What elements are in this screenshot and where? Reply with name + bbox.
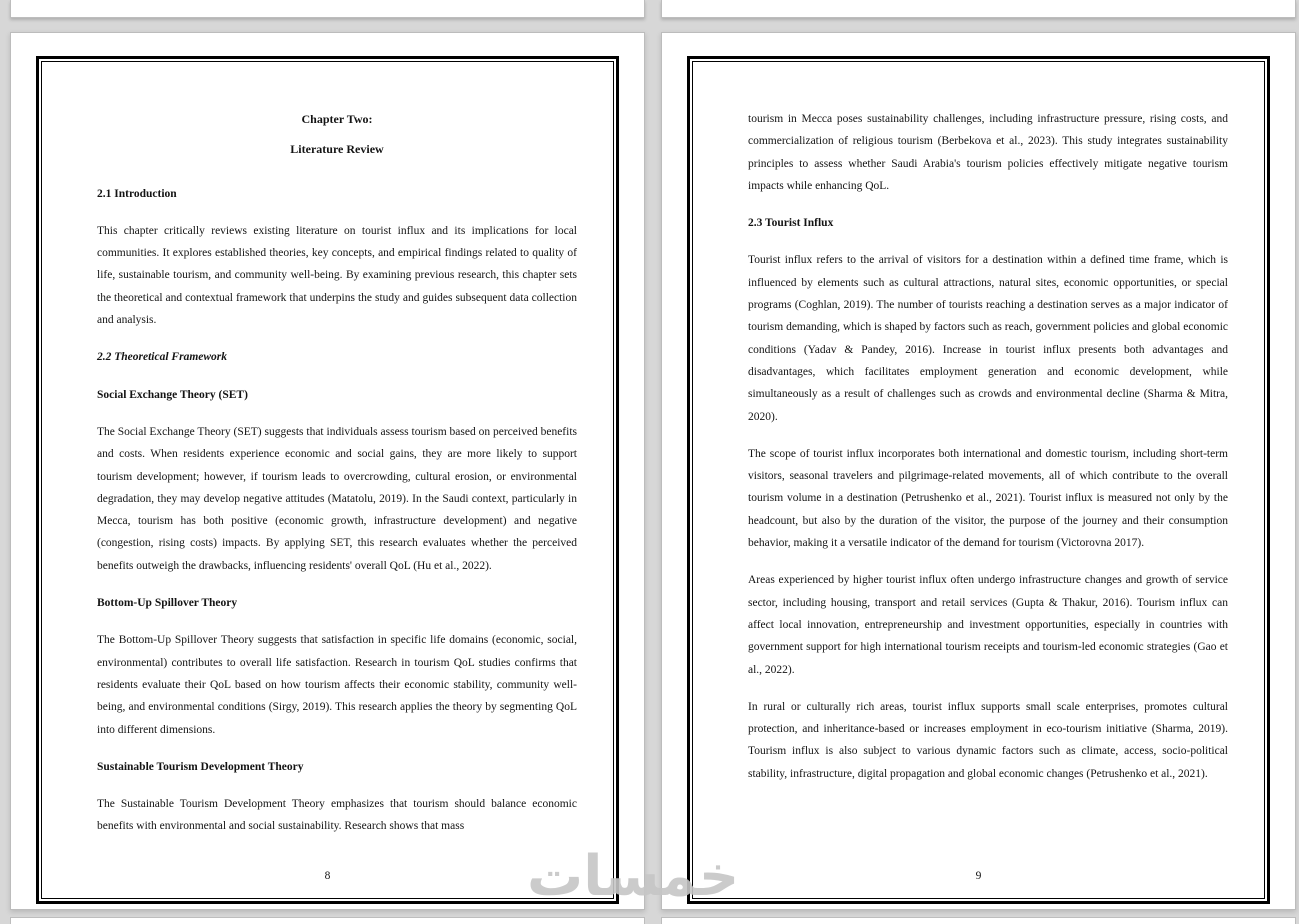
paragraph-tourist-influx-3: Areas experienced by higher tourist influx often undergo infrastructure changes and growth of service sector, including housing, transport and retail services (Gupta & Thakur, 2016). Tourism influx can affect local innovation, entrepreneurship and investment opportunities, especially in countries with government support for high international tourism receipts and tourism-led economic strategies (Gao et al., 2022).	[748, 574, 1228, 676]
section-heading-2-2-theoretical-framework: 2.2 Theoretical Framework	[97, 351, 228, 364]
paragraph-introduction: This chapter critically reviews existing literature on tourist influx and its implications for local communities. It explores established theories, key concepts, and empirical findings related to quality of life, sustainable tourism, and community well-being. By examining previous research, this chapter sets the theoretical and contextual framework that underpins the study and guides subsequent data collection and analysis.	[97, 224, 577, 327]
khamsat-watermark: خمسات	[527, 844, 740, 909]
next-page-top-edge-right	[661, 917, 1296, 924]
paragraph-tourist-influx-1: Tourist influx refers to the arrival of visitors for a destination within a defined time frame, which is influenced by elements such as cultural attractions, natural sites, economic opportunities, or special programs (Coghlan, 2019). The number of tourists reaching a destination serves as a major indicator of tourism demanding, which is shaped by factors such as reach, government policies and global economic conditions (Yadav & Pandey, 2016). Increase in tourist influx presents both advantages and disadvantages, which facilitates employment generation and economic development, while simultaneously as a result of challenges such as crowds and environmental decline (Sharma & Mitra, 2020).	[748, 254, 1228, 423]
previous-page-bottom-edge-left	[10, 0, 645, 18]
paragraph-social-exchange-theory: The Social Exchange Theory (SET) suggests that individuals assess tourism based on perceived benefits and costs. When residents experience economic and social gains, they are more likely to support tourism development; however, if tourism leads to overcrowding, cultural erosion, or environmental degradation, they may develop negative attitudes (Matatolu, 2019). In the Saudi context, particularly in Mecca, tourism has both positive (economic growth, infrastructure development) and negative (congestion, rising costs) impacts. By applying SET, this research evaluates whether the perceived benefits outweigh the drawbacks, influencing residents' overall QoL (Hu et al., 2022).	[97, 425, 577, 572]
paragraph-bottom-up-spillover-theory: The Bottom-Up Spillover Theory suggests that satisfaction in specific life domains (economic, social, environmental) contributes to overall life satisfaction. Research in tourism QoL studies confirms that residents evaluate their QoL based on how tourism affects their economic stability, community well-being, and environmental conditions (Sirgy, 2019). This research applies the theory by segmenting QoL into different dimensions.	[97, 634, 577, 736]
paragraph-sustainable-tourism-continued: tourism in Mecca poses sustainability challenges, including infrastructure pressure, rising costs, and commercialization of religious tourism (Berbekova et al., 2023). This study integrates sustainability principles to assess whether Saudi Arabia's tourism policies effectively mitigate negative tourism impacts while enhancing QoL.	[748, 113, 1228, 192]
subheading-bottom-up-spillover-theory: Bottom-Up Spillover Theory	[97, 597, 238, 610]
next-page-top-edge-left	[10, 917, 645, 924]
page-border-frame	[36, 56, 619, 904]
document-page-8[interactable]	[10, 32, 645, 910]
page-content-area	[692, 61, 1265, 899]
page-number-8: 8	[324, 869, 331, 882]
section-heading-2-1-introduction: 2.1 Introduction	[97, 187, 177, 200]
page-content-area	[41, 61, 614, 899]
chapter-heading-line1: Chapter Two:	[301, 112, 373, 126]
subheading-social-exchange-theory: Social Exchange Theory (SET)	[97, 388, 248, 401]
page-border-frame	[687, 56, 1270, 904]
subheading-sustainable-tourism-theory: Sustainable Tourism Development Theory	[97, 760, 304, 773]
previous-page-bottom-edge-right	[661, 0, 1296, 18]
paragraph-tourist-influx-2: The scope of tourist influx incorporates both international and domestic tourism, including short-term visitors, seasonal travelers and pilgrimage-related movements, all of which contribute to the overall tourism volume in a destination (Petrushenko et al., 2021). Tourist influx is measured not only by the headcount, but also by the duration of the visitor, the purpose of the journey and their consumption behavior, making it a versatile indicator of the demand for tourism (Victorovna 2017).	[748, 447, 1228, 550]
paragraph-sustainable-tourism-theory: The Sustainable Tourism Development Theory emphasizes that tourism should balance economic benefits with environmental and social sustainability. Research shows that mass	[97, 798, 577, 833]
section-heading-2-3-tourist-influx: 2.3 Tourist Influx	[748, 217, 834, 230]
document-page-9[interactable]	[661, 32, 1296, 910]
page-number-9: 9	[975, 869, 982, 882]
paragraph-tourist-influx-4: In rural or culturally rich areas, tourist influx supports small scale enterprises, promotes cultural protection, and inheritance-based or increases employment in eco-tourism initiative (Sharma, 2019). Tourism influx is also subject to various dynamic factors such as climate, access, socio-political stability, infrastructure, digital propagation and global economic changes (Petrushenko et al., 2021).	[748, 700, 1228, 780]
chapter-heading-line2: Literature Review	[290, 142, 384, 157]
